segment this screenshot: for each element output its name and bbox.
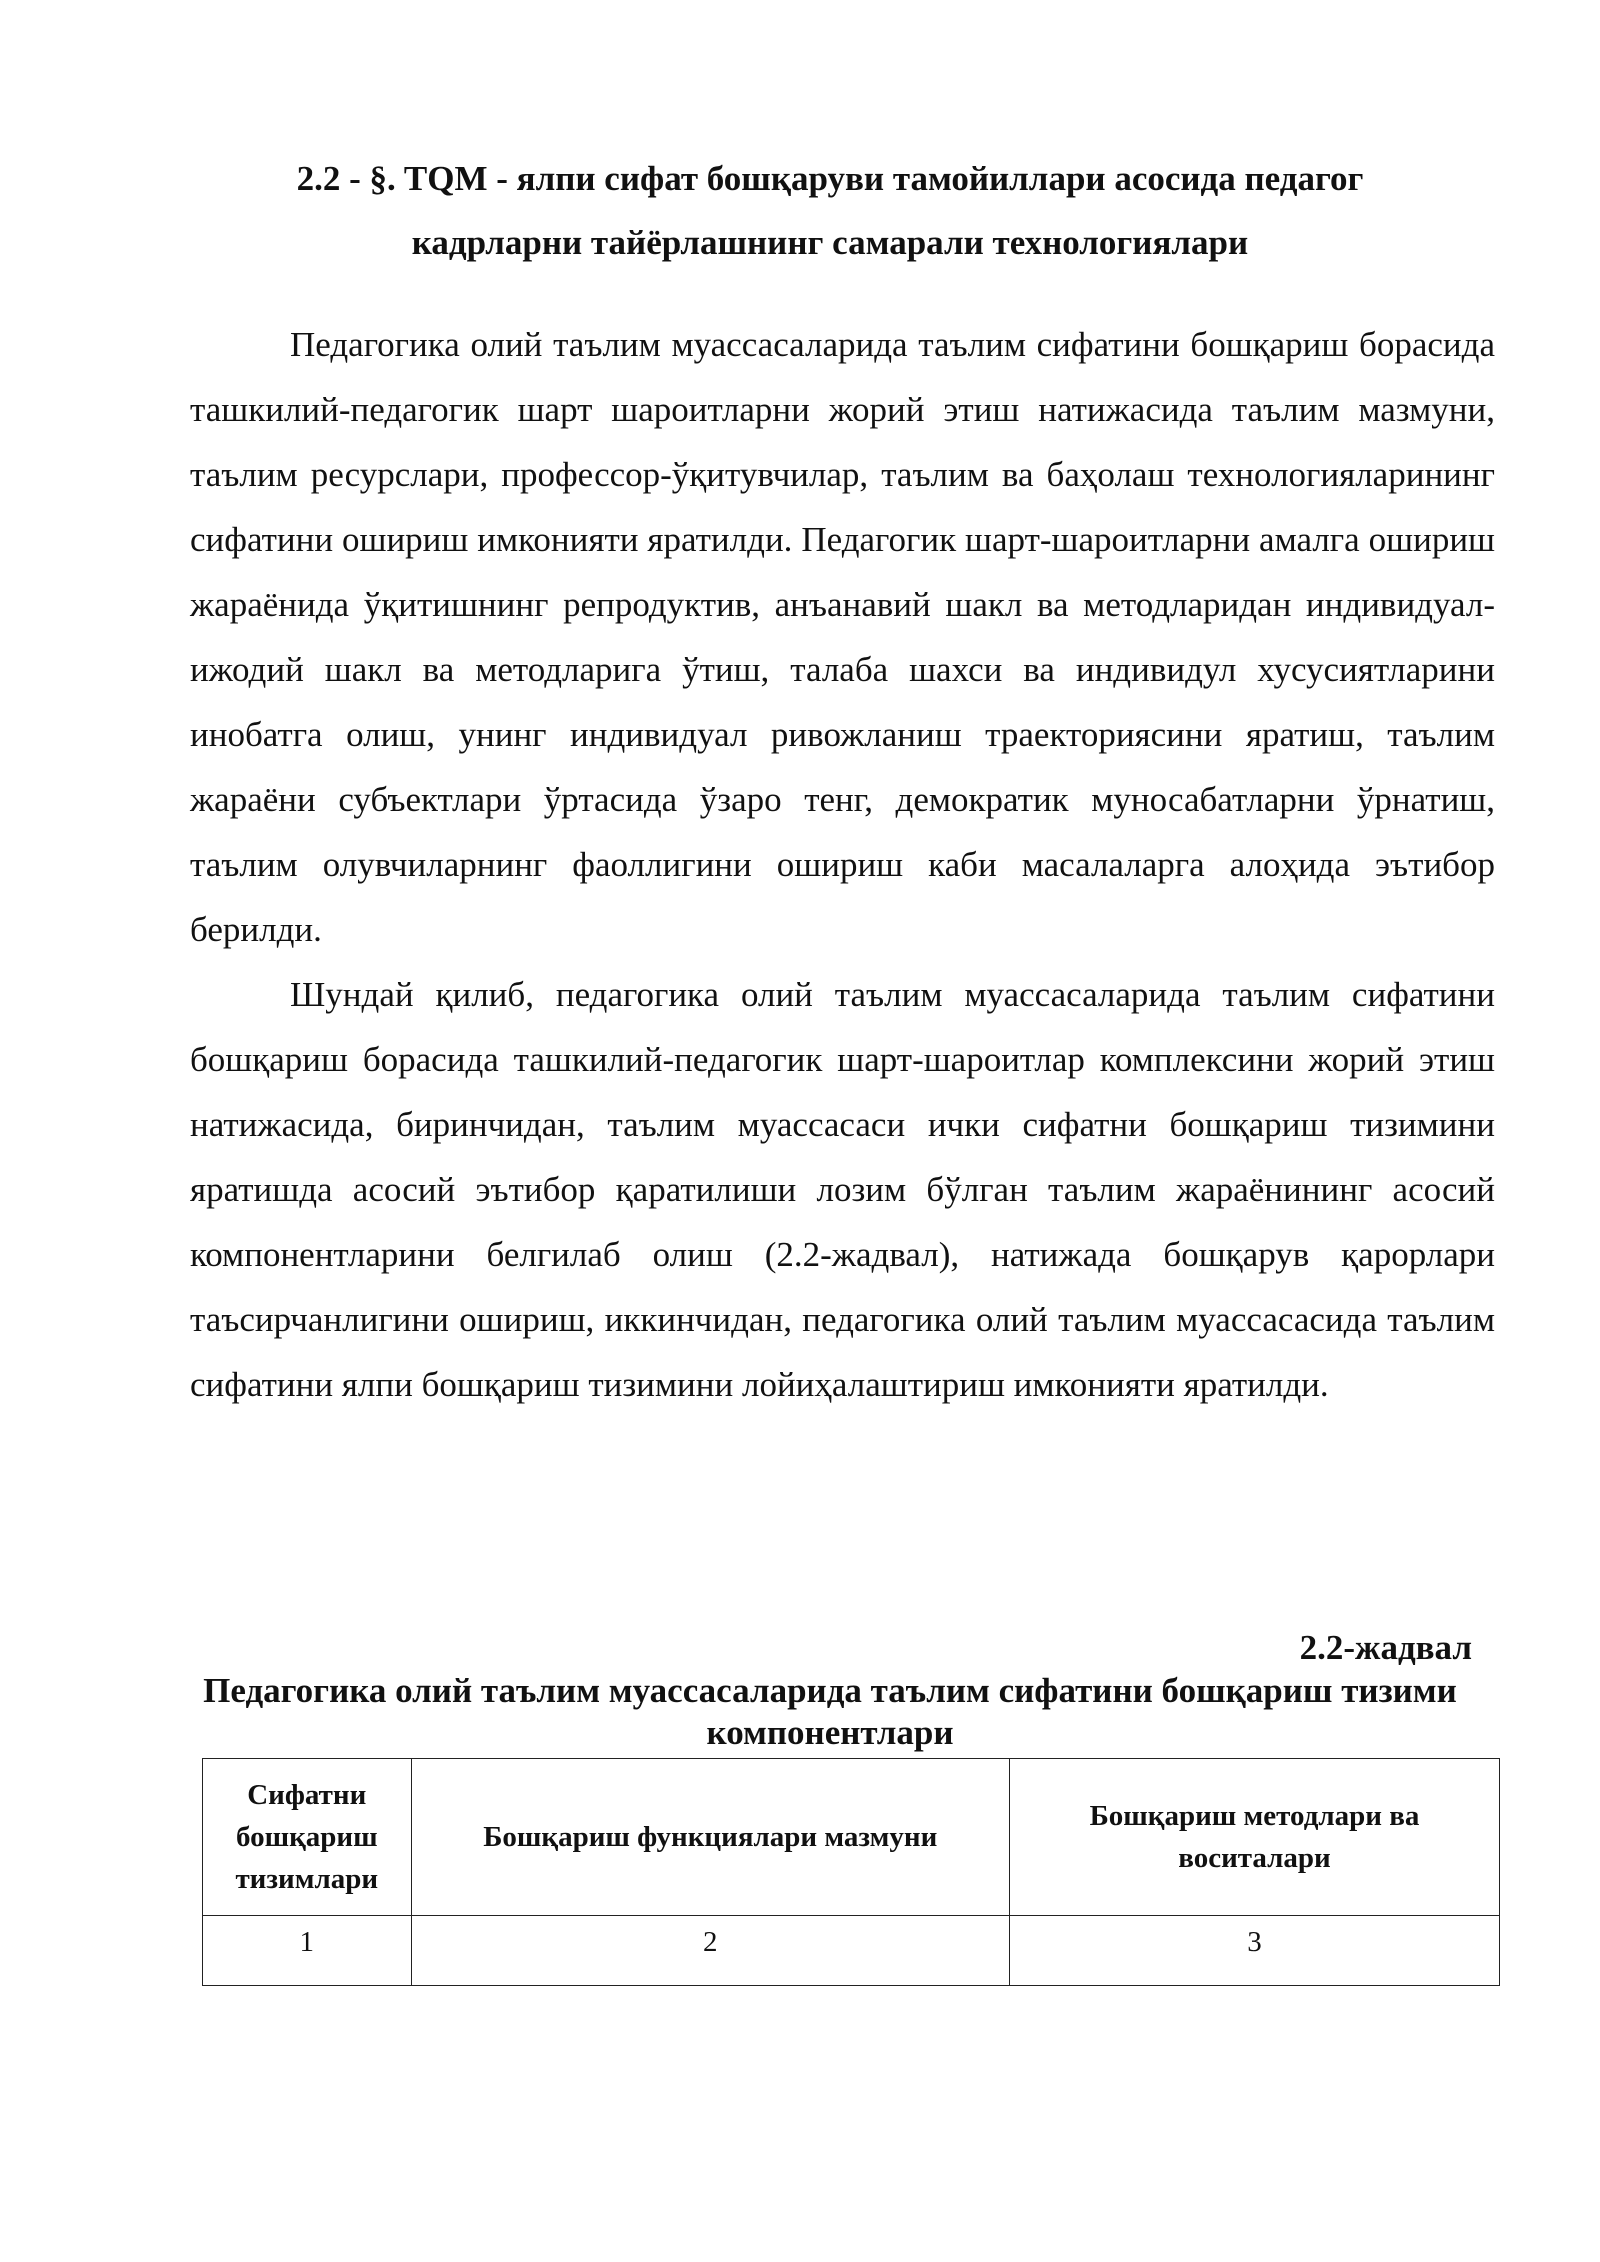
- table-header-row: [203, 1759, 1500, 1916]
- components-table: [202, 1758, 1500, 1986]
- section-title-line-2: кадрларни тайёрлашнинг самарали технологиялари: [411, 223, 1249, 262]
- table-title: Педагогика олий таълим муассасаларида таълим сифатини бошқариш тизими компонентлари: [203, 1671, 1457, 1752]
- table-row: [203, 1916, 1500, 1986]
- table-cell: 1: [203, 1916, 412, 1986]
- table-cell: 2: [411, 1916, 1009, 1986]
- table-header-cell: Бошқариш методлари ва воситалари: [1010, 1759, 1500, 1916]
- table-header-cell: Сифатни бошқариш тизимлари: [203, 1759, 412, 1916]
- table-cell: 3: [1010, 1916, 1500, 1986]
- table-number: 2.2-жадвал: [1299, 1628, 1472, 1667]
- section-title-line-1: 2.2 - §. TQM - ялпи сифат бошқаруви тамойиллари асосида педагог: [296, 159, 1364, 198]
- body-paragraph-1: Педагогика олий таълим муассасаларида таълим сифатини бошқариш борасида ташкилий-педагогик шарт шароитларни жорий этиш натижасида таълим мазмуни, таълим ресурслари, профессор-ўқитувчилар, таълим ва баҳолаш технологияларининг сифатини ошириш имконияти яратилди. Педагогик шарт-шароитларни амалга ошириш жараёнида ўқитишнинг репродуктив, анъанавий шакл ва методларидан индивидуал-ижодий шакл ва методларига ўтиш, талаба шахси ва индивидул хусусиятларини инобатга олиш, унинг индивидуал ривожланиш траекториясини яратиш, таълим жараёни субъектлари ўртасида ўзаро тенг, демократик муносабатларни ўрнатиш, таълим олувчиларнинг фаоллигини ошириш каби масалаларга алоҳида эътибор берилди.: [190, 325, 1495, 949]
- body-paragraph-2: Шундай қилиб, педагогика олий таълим муассасаларида таълим сифатини бошқариш борасида ташкилий-педагогик шарт-шароитлар комплексини жорий этиш натижасида, биринчидан, таълим муассасаси ички сифатни бошқариш тизимини яратишда асосий эътибор қаратилиши лозим бўлган таълим жараёнининг асосий компонентларини белгилаб олиш (2.2-жадвал), натижада бошқарув қарорлари таъсирчанлигини ошириш, иккинчидан, педагогика олий таълим муассасасида таълим сифатини ялпи бошқариш тизимини лойиҳалаштириш имконияти яратилди.: [190, 975, 1495, 1404]
- table-header-cell: Бошқариш функциялари мазмуни: [411, 1759, 1009, 1916]
